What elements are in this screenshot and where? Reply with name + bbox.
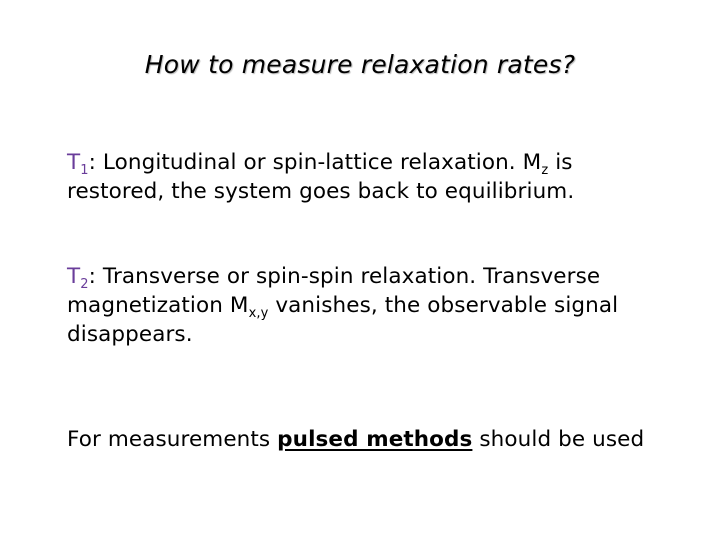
t1-text-after: is restored, the system goes back to equilibrium.	[67, 150, 575, 204]
slide-title: How to measure relaxation rates?	[144, 50, 576, 79]
measurement-paragraph	[67, 425, 667, 454]
t2-text-after: vanishes, the observable signal disappears.	[67, 293, 619, 347]
t1-subscript: 1	[80, 163, 89, 178]
measurement-text-after: should be used	[472, 427, 645, 452]
t2-subscript: 2	[80, 277, 89, 292]
t1-letter: T	[67, 150, 81, 175]
mz-subscript: z	[541, 163, 549, 178]
t1-paragraph	[67, 148, 667, 206]
pulsed-methods-emphasis: pulsed methods	[277, 427, 473, 452]
measurement-text-before: For measurements	[67, 427, 278, 452]
t2-text-before: : Transverse or spin-spin relaxation. Transverse magnetization M	[67, 264, 601, 318]
t1-symbol	[67, 150, 89, 178]
t2-symbol	[67, 264, 89, 292]
t2-paragraph	[67, 262, 667, 349]
t1-text-before: : Longitudinal or spin-lattice relaxation. M	[88, 150, 542, 175]
mxy-subscript: x,y	[248, 306, 269, 321]
t2-letter: T	[67, 264, 81, 289]
